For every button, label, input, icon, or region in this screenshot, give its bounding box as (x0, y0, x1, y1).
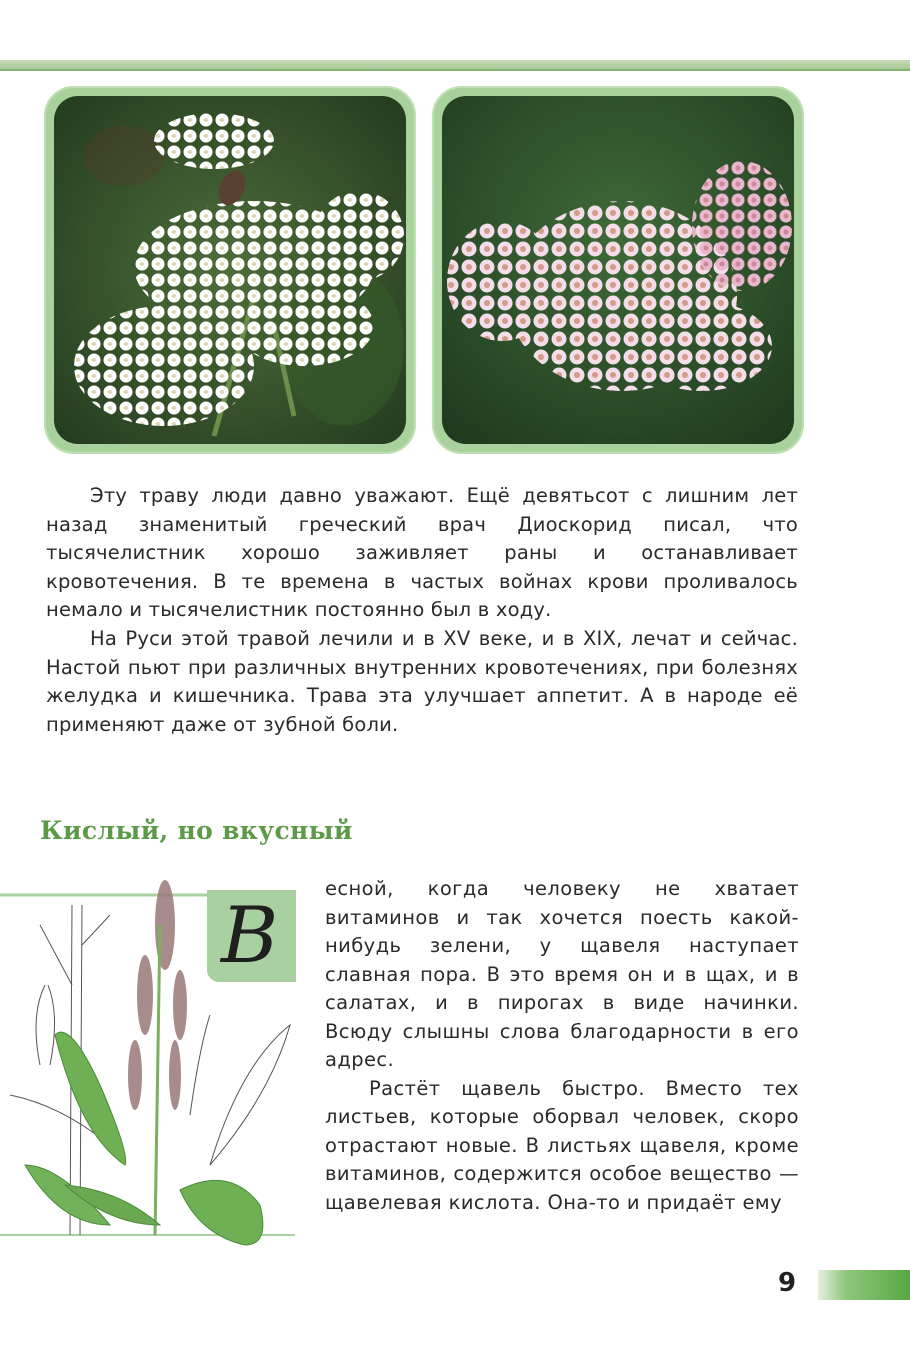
top-decorative-rule (0, 60, 910, 71)
page-number: 9 (778, 1268, 797, 1298)
paragraph: Растёт щавель быстро. Вместо тех листьев, которые оборвал человек, скоро отрастают новые. В листьях щавеля, кроме витаминов, содержится особое вещество — щавелевая кислота. Она-то и придаёт ему (325, 1076, 799, 1214)
section-heading: Кислый, но вкусный (40, 816, 353, 845)
paragraph: Эту траву люди давно уважают. Ещё девятьсот с лишним лет назад знаменитый греческий врач Диоскорид писал, что тысячелистник хорошо заживляет раны и останавливает кровотечения. В те времена в частых войнах крови проливалось немало и тысячелистник постоянно был в ходу. (46, 484, 798, 622)
photo-frame-white-yarrow (44, 86, 416, 454)
page-number-bar (818, 1270, 910, 1300)
sorrel-text-block (325, 875, 799, 1217)
drop-cap-letter: В (221, 891, 279, 981)
white-yarrow-photo (54, 96, 406, 444)
drop-cap (207, 890, 296, 982)
pink-yarrow-photo (442, 96, 794, 444)
paragraph: На Руси этой травой лечили и в XV веке, и в XIX, лечат и сейчас. Настой пьют при различных внутренних кровотечениях, при болезнях желудка и кишечника. Трава эта улучшает аппетит. А в народе её применяют даже от зубной боли. (46, 626, 798, 736)
photo-frame-pink-yarrow (432, 86, 804, 454)
yarrow-text-block (46, 482, 798, 739)
paragraph: есной, когда человеку не хватает витаминов и так хочется поесть какой-нибудь зелени, у щавеля наступает славная пора. В это время он и в щах, и в салатах, и в пирогах в виде начинки. Всюду слышны слова благодарности в его адрес. (325, 877, 799, 1071)
